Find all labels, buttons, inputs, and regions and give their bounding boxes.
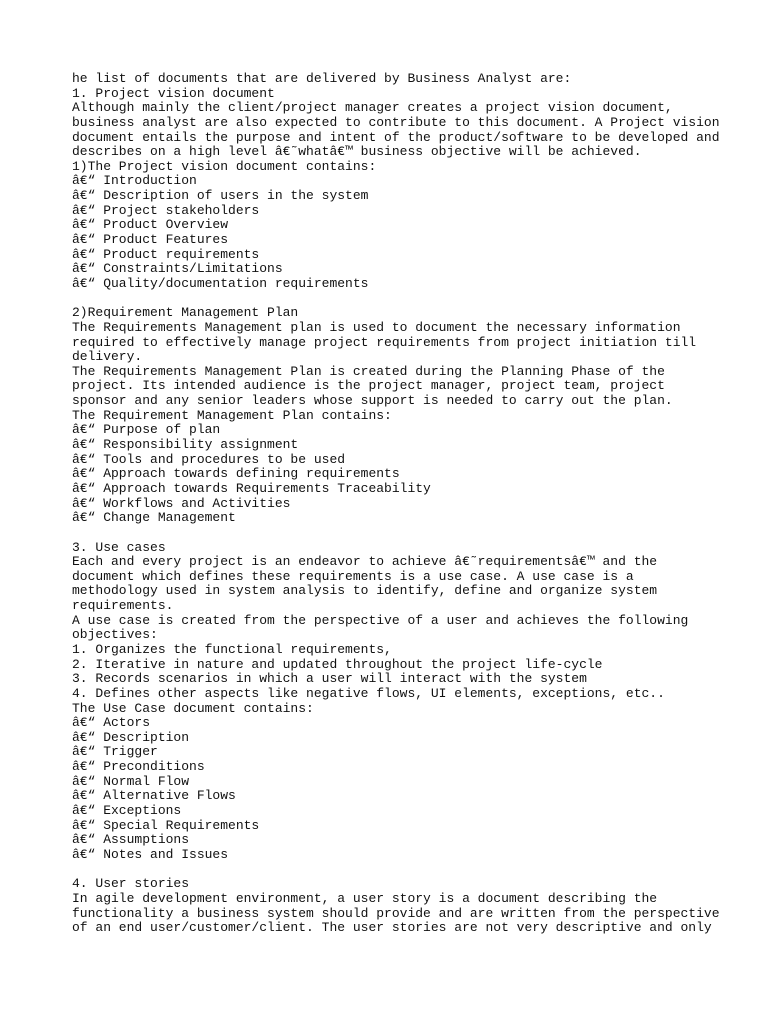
text-line: requirements. [72,598,174,614]
text-line: Each and every project is an endeavor to achieve â€˜requirementsâ€™ and the [72,554,658,570]
text-line: In agile development environment, a user story is a document describing the [72,890,658,906]
text-line: 1. Organizes the functional requirements, [72,641,392,657]
text-line: â€“ Project stakeholders [72,202,260,218]
text-line: â€“ Product requirements [72,246,260,262]
text-line: required to effectively manage project requirements from project initiation till [72,334,697,350]
text-line: â€“ Special Requirements [72,817,260,833]
text-line: â€“ Product Features [72,232,229,248]
text-line: 2. Iterative in nature and updated throughout the project life-cycle [72,656,603,672]
text-line: â€“ Constraints/Limitations [72,261,283,277]
text-line: 3. Records scenarios in which a user will interact with the system [72,671,587,687]
text-line: functionality a business system should provide and are written from the perspective [72,905,720,921]
text-line: he list of documents that are delivered by Business Analyst are: [72,71,572,86]
text-line: document which defines these requirements is a use case. A use case is a [72,568,634,584]
text-line: â€“ Product Overview [72,217,229,233]
text-line: document entails the purpose and intent of the product/software to be developed and [72,129,720,145]
text-line: â€“ Description of users in the system [72,188,369,204]
text-line: 2)Requirement Management Plan [72,305,299,321]
text-line: â€“ Preconditions [72,759,205,775]
text-line: 4. Defines other aspects like negative flows, UI elements, exceptions, etc.. [72,685,665,701]
document-page [72,72,732,936]
text-line: project. Its intended audience is the project manager, project team, project [72,378,665,394]
text-line: The Requirement Management Plan contains: [72,407,392,423]
text-line: objectives: [72,627,158,643]
text-line: 4. User stories [72,876,190,892]
text-line: â€“ Notes and Issues [72,846,229,862]
blank-line [72,526,732,541]
text-line: 1)The Project vision document contains: [72,158,377,174]
text-line: sponsor and any senior leaders whose support is needed to carry out the plan. [72,393,673,409]
text-line: â€“ Actors [72,715,151,731]
text-line: 1. Project vision document [72,85,275,101]
text-line: The Use Case document contains: [72,700,314,716]
text-line: of an end user/customer/client. The user stories are not very descriptive and only [72,920,712,936]
text-line: â€“ Normal Flow [72,773,190,789]
blank-line [72,863,732,878]
text-line: â€“ Exceptions [72,803,182,819]
blank-line [72,292,732,307]
text-line: methodology used in system analysis to identify, define and organize system [72,583,658,599]
text-line: â€“ Change Management [72,510,236,526]
text-line: â€“ Description [72,729,190,745]
text-line: delivery. [72,349,143,365]
text-line: â€“ Approach towards defining requirements [72,466,400,482]
text-line: â€“ Introduction [72,173,197,189]
text-line: Although mainly the client/project manager creates a project vision document, [72,100,673,116]
text-line: The Requirements Management plan is used to document the necessary information [72,319,681,335]
text-line: â€“ Tools and procedures to be used [72,451,346,467]
text-line: â€“ Approach towards Requirements Traceability [72,480,431,496]
text-line: business analyst are also expected to contribute to this document. A Project vision [72,114,720,130]
text-line: â€“ Purpose of plan [72,422,221,438]
text-line: â€“ Workflows and Activities [72,495,291,511]
text-line: â€“ Responsibility assignment [72,437,299,453]
text-line: â€“ Quality/documentation requirements [72,275,369,291]
text-line: 3. Use cases [72,539,166,555]
text-line: â€“ Alternative Flows [72,788,236,804]
text-line: The Requirements Management Plan is created during the Planning Phase of the [72,363,665,379]
text-line: describes on a high level â€˜whatâ€™ business objective will be achieved. [72,144,642,160]
text-line: â€“ Assumptions [72,832,190,848]
text-line: A use case is created from the perspective of a user and achieves the following [72,612,689,628]
text-line: â€“ Trigger [72,744,158,760]
